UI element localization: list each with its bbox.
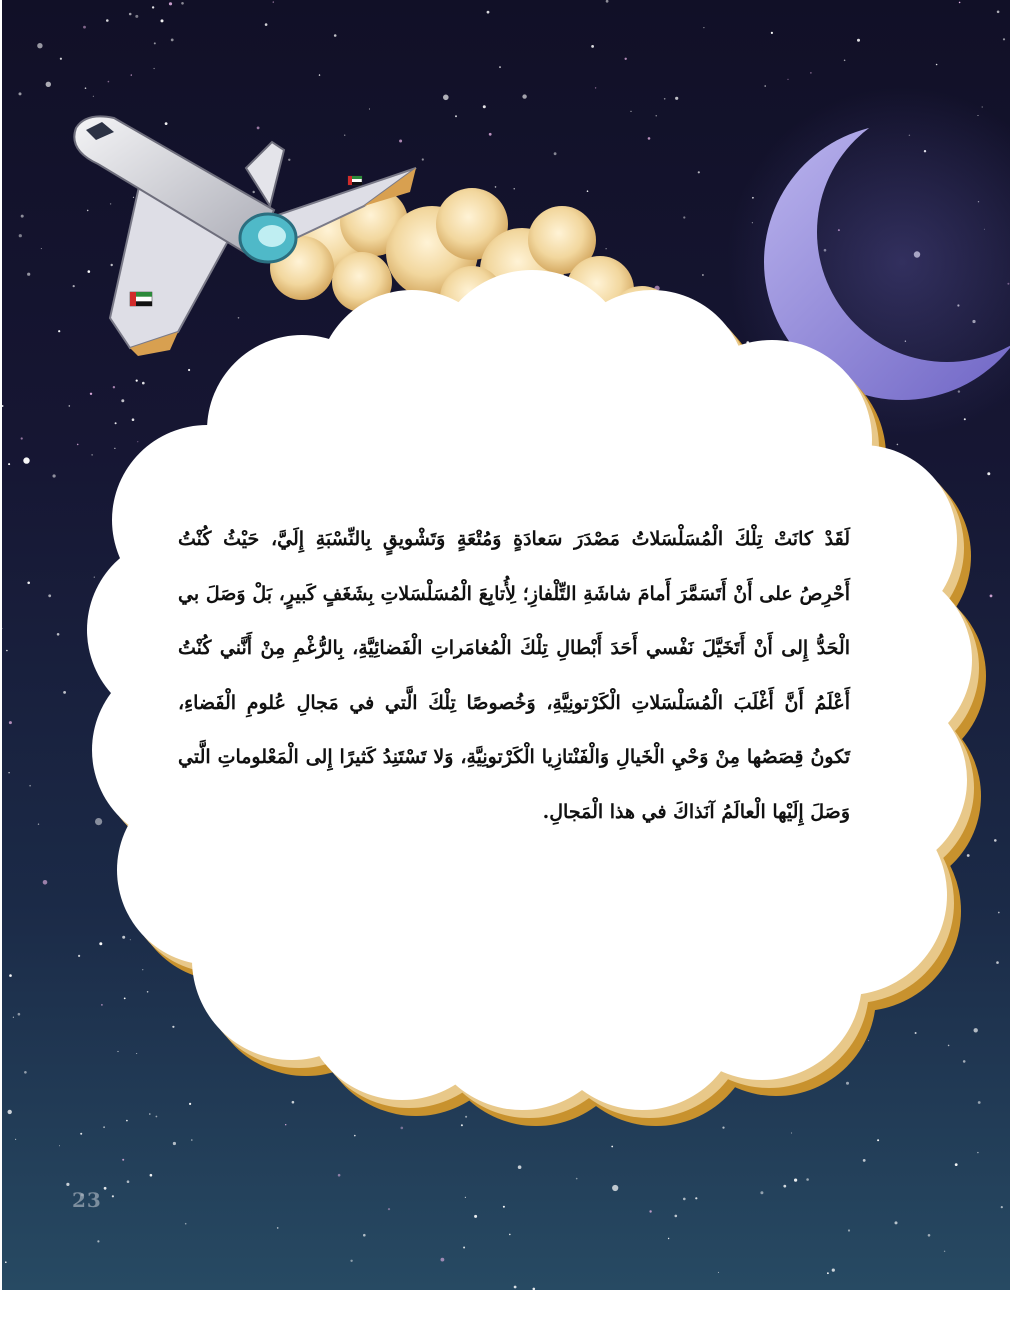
star <box>612 1185 618 1191</box>
star <box>388 1208 390 1210</box>
star <box>944 1251 945 1252</box>
star <box>675 1215 678 1218</box>
star <box>649 1210 651 1212</box>
star <box>863 1159 866 1162</box>
star <box>465 1197 466 1198</box>
star <box>518 1165 522 1169</box>
star <box>683 1198 686 1201</box>
story-paragraph: لَقَدْ كانَتْ تِلْكَ الْمُسَلْسَلاتُ مَصْدَرَ سَعادَةٍ وَمُتْعَةٍ وَتَشْويقٍ بِالنِّسْبَةِ إِلَيَّ، حَيْثُ كُنْتُ أَحْرِصُ على أَنْ أَتَسَمَّرَ أَمامَ شاشَةِ التِّلْفازِ؛ لِأُتابِعَ الْمُسَلْسَلاتِ بِشَغَفٍ كَبيرٍ، بَلْ وَصَلَ بي الْحَدُّ إِلى أَنْ أَتَخَيَّلَ نَفْسي أَحَدَ أَبْطالِ تِلْكَ الْمُغامَراتِ الْفَضائِيَّةِ، بِالرُّغْمِ مِنْ أَنَّني كُنْتُ أَعْلَمُ أَنَّ أَغْلَبَ الْمُسَلْسَلاتِ الْكَرْتونِيَّةِ، وَخُصوصًا تِلْكَ الَّتي في مَجالِ عُلومِ الْفَضاءِ، تَكونُ قِصَصُها مِنْ وَحْيِ الْخَيالِ وَالْفَنْتازِيا الْكَرْتونِيَّةِ، وَلا تَسْتَنِدُ كَثيرًا إِلى الْمَعْلوماتِ الَّتي وَصَلَ إِلَيْها الْعالَمُ آنَذاكَ في هذا الْمَجالِ. <box>178 528 850 823</box>
star <box>127 1180 130 1183</box>
star <box>533 1288 536 1290</box>
star <box>806 1178 809 1181</box>
star <box>848 1229 850 1231</box>
star <box>832 1269 835 1272</box>
star <box>474 1215 477 1218</box>
star <box>112 1195 114 1197</box>
star <box>463 1247 465 1249</box>
star <box>509 1234 511 1236</box>
star <box>895 1221 898 1224</box>
star <box>514 1286 517 1289</box>
star <box>66 1183 69 1186</box>
star <box>668 1238 669 1239</box>
star <box>104 1187 107 1190</box>
star <box>928 1234 931 1237</box>
star <box>150 1174 153 1177</box>
star <box>760 1191 763 1194</box>
star <box>185 1223 187 1225</box>
star <box>59 1145 60 1146</box>
star <box>173 1142 176 1145</box>
star <box>441 1258 445 1262</box>
star <box>338 1174 341 1177</box>
star <box>97 1240 99 1242</box>
star <box>695 1197 697 1199</box>
page-number: 23 <box>72 1188 102 1212</box>
star <box>350 1260 352 1262</box>
star <box>122 1159 124 1161</box>
star <box>1001 1206 1003 1208</box>
star <box>977 1152 978 1153</box>
star <box>611 1146 613 1148</box>
star <box>827 1272 829 1274</box>
star <box>363 1234 366 1237</box>
star <box>794 1179 797 1182</box>
star <box>576 1178 578 1180</box>
star <box>277 1227 279 1229</box>
star <box>503 1206 505 1208</box>
star <box>718 1272 719 1273</box>
star <box>955 1163 958 1166</box>
star <box>5 1261 7 1263</box>
credit-watermark <box>950 312 964 1012</box>
star <box>783 1185 786 1188</box>
